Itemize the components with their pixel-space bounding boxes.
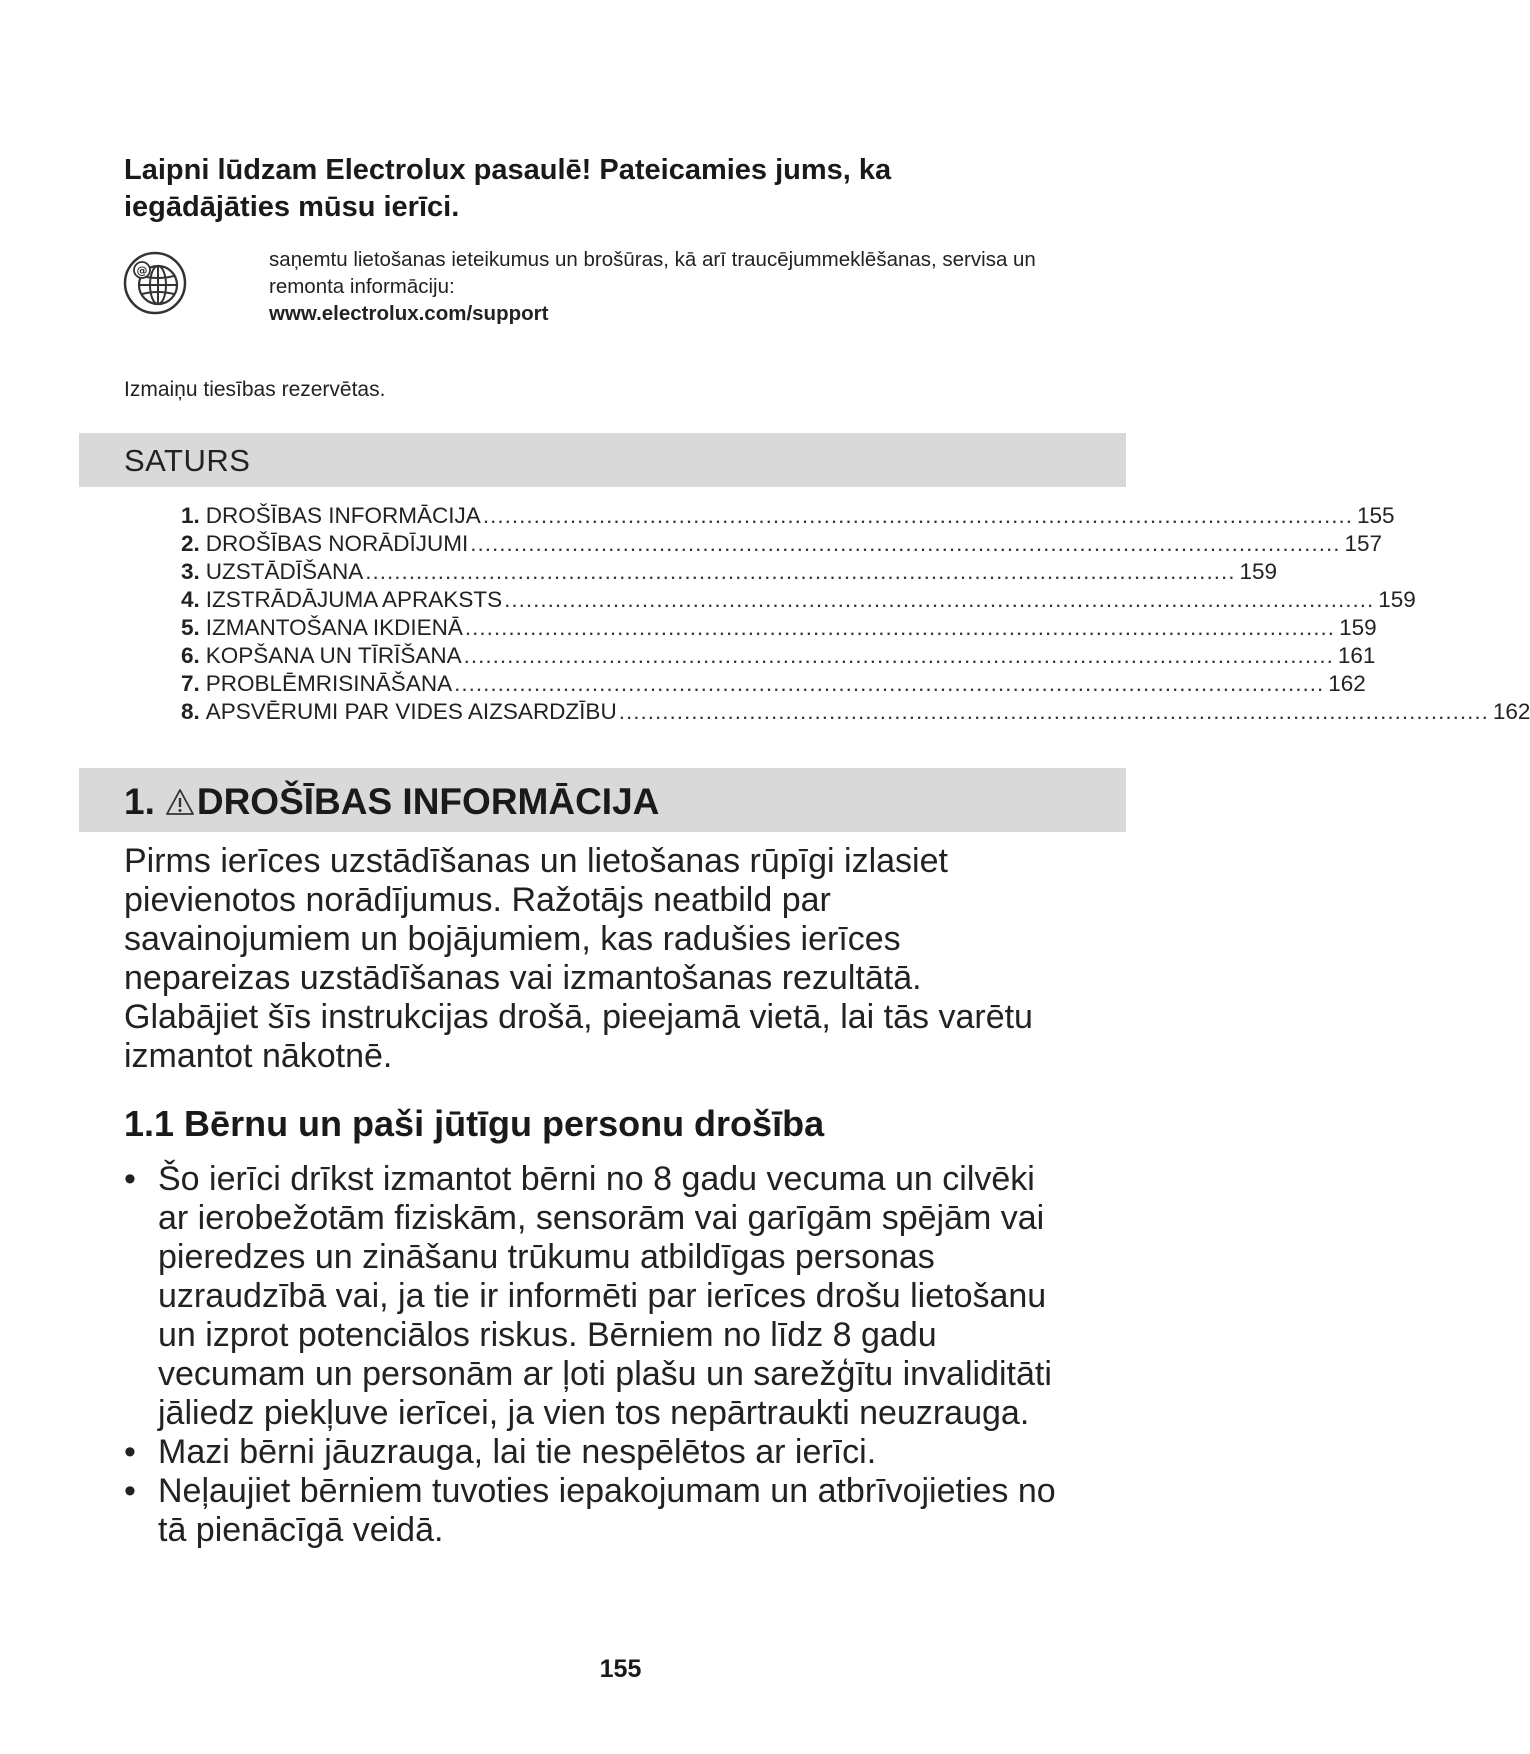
table-of-contents: [181, 502, 1530, 726]
toc-item[interactable]: [181, 614, 1377, 642]
toc-leader-dots: ........................................................................................................................: [504, 587, 1375, 612]
toc-leader-dots: ........................................................................................................................: [365, 559, 1236, 584]
toc-item-number: 5.: [181, 615, 200, 640]
toc-item-label: DROŠĪBAS NORĀDĪJUMI: [205, 531, 469, 556]
intro-line: Pirms ierīces uzstādīšanas un lietošanas rūpīgi izlasiet: [124, 842, 948, 880]
bullet-line: Mazi bērni jāuzrauga, lai tie nespēlētos ar ierīci.: [158, 1433, 877, 1471]
toc-leader-dots: ........................................................................................................................: [464, 615, 1336, 640]
globe-web-icon: [122, 250, 188, 316]
toc-item-page: 159: [1378, 587, 1416, 612]
toc-item[interactable]: [181, 530, 1382, 558]
toc-item[interactable]: [181, 558, 1277, 586]
toc-item-page: 155: [1356, 503, 1395, 528]
support-text-line-2: remonta informāciju:: [269, 275, 455, 298]
list-item: [124, 1160, 1124, 1433]
toc-item-page: 162: [1492, 699, 1530, 724]
bullet-dot: •: [124, 1433, 136, 1471]
welcome-line-1: Laipni lūdzam Electrolux pasaulē! Pateicamies jums, ka: [124, 154, 892, 186]
toc-item-number: 6.: [181, 643, 200, 668]
toc-item-label: KOPŠANA UN TĪRĪŠANA: [205, 643, 462, 668]
intro-line: savainojumiem un bojājumiem, kas radušies ierīces: [124, 920, 901, 958]
toc-title: SATURS: [124, 443, 251, 478]
support-info: [269, 246, 1129, 327]
toc-item-page: 159: [1339, 615, 1377, 640]
toc-item-page: 157: [1344, 531, 1382, 556]
intro-line: Glabājiet šīs instrukcijas drošā, pieejamā vietā, lai tās varētu: [124, 998, 1033, 1036]
toc-item-label: IZMANTOŠANA IKDIENĀ: [205, 615, 463, 640]
bullet-line: pieredzes un zināšanu trūkumu atbildīgas personas: [158, 1238, 935, 1276]
bullet-line: ar ierobežotām fiziskām, sensorām vai garīgām spējām vai: [158, 1199, 1045, 1237]
toc-leader-dots: ........................................................................................................................: [463, 643, 1334, 668]
toc-item-label: PROBLĒMRISINĀŠANA: [205, 671, 453, 696]
toc-item-label: DROŠĪBAS INFORMĀCIJA: [205, 503, 481, 528]
warning-triangle-icon: [165, 788, 195, 816]
support-text-line-1: saņemtu lietošanas ieteikumus un brošūras, kā arī traucējummeklēšanas, servisa un: [269, 248, 1036, 271]
subsection-1-1-title: 1.1 Bērnu un paši jūtīgu personu drošība: [124, 1103, 825, 1144]
safety-bullet-list: [124, 1160, 1124, 1550]
rights-reserved-notice: Izmaiņu tiesības rezervētas.: [124, 378, 386, 401]
toc-leader-dots: ........................................................................................................................: [618, 699, 1489, 724]
toc-item-label: APSVĒRUMI PAR VIDES AIZSARDZĪBU: [205, 699, 617, 724]
toc-leader-dots: ........................................................................................................................: [454, 671, 1325, 696]
bullet-line: jāliedz piekļuve ierīcei, ja vien tos nepārtraukti neuzrauga.: [158, 1394, 1030, 1432]
toc-item-number: 7.: [181, 671, 200, 696]
section-1-title-text: DROŠĪBAS INFORMĀCIJA: [196, 781, 660, 822]
svg-text:@: @: [136, 264, 148, 277]
toc-item-page: 161: [1337, 643, 1376, 668]
intro-line: pievienotos norādījumus. Ražotājs neatbild par: [124, 881, 831, 919]
section-1-title: [124, 781, 659, 823]
support-url-link[interactable]: www.electrolux.com/support: [269, 302, 549, 325]
toc-item-page: 162: [1328, 671, 1366, 696]
toc-leader-dots: ........................................................................................................................: [482, 503, 1353, 528]
toc-item-number: 8.: [181, 699, 200, 724]
toc-item-label: UZSTĀDĪŠANA: [205, 559, 364, 584]
toc-item[interactable]: [181, 642, 1376, 670]
list-item: [124, 1472, 1124, 1550]
bullet-line: Neļaujiet bērniem tuvoties iepakojumam un atbrīvojieties no: [158, 1472, 1056, 1510]
bullet-line: un izprot potenciālos riskus. Bērniem no līdz 8 gadu: [158, 1316, 937, 1354]
welcome-heading: [124, 152, 1024, 226]
list-item: [124, 1433, 1124, 1472]
toc-header-band: [79, 433, 1126, 487]
toc-item-number: 3.: [181, 559, 200, 584]
toc-item-number: 4.: [181, 587, 200, 612]
intro-line: nepareizas uzstādīšanas vai izmantošanas rezultātā.: [124, 959, 922, 997]
toc-leader-dots: ........................................................................................................................: [470, 531, 1341, 556]
toc-item[interactable]: [181, 502, 1395, 530]
toc-item[interactable]: [181, 586, 1416, 614]
bullet-line: Šo ierīci drīkst izmantot bērni no 8 gadu vecuma un cilvēki: [158, 1160, 1035, 1198]
bullet-line: vecumam un personām ar ļoti plašu un sarežģītu invaliditāti: [158, 1355, 1052, 1393]
bullet-dot: •: [124, 1160, 136, 1198]
toc-item-label: IZSTRĀDĀJUMA APRAKSTS: [205, 587, 503, 612]
page-number: 155: [599, 1655, 642, 1683]
bullet-dot: •: [124, 1472, 136, 1510]
intro-line: izmantot nākotnē.: [124, 1037, 393, 1075]
bullet-line: uzraudzībā vai, ja tie ir informēti par ierīces drošu lietošanu: [158, 1277, 1047, 1315]
welcome-line-2: iegādājāties mūsu ierīci.: [124, 191, 460, 223]
toc-item-number: 2.: [181, 531, 200, 556]
toc-item[interactable]: [181, 670, 1366, 698]
section-1-intro: [124, 842, 1124, 1076]
bullet-line: tā pienācīgā veidā.: [158, 1511, 444, 1549]
section-1-header-band: [79, 768, 1126, 832]
toc-item-number: 1.: [181, 503, 200, 528]
section-1-number: 1.: [124, 781, 155, 822]
toc-item-page: 159: [1239, 559, 1277, 584]
toc-item[interactable]: [181, 698, 1530, 726]
